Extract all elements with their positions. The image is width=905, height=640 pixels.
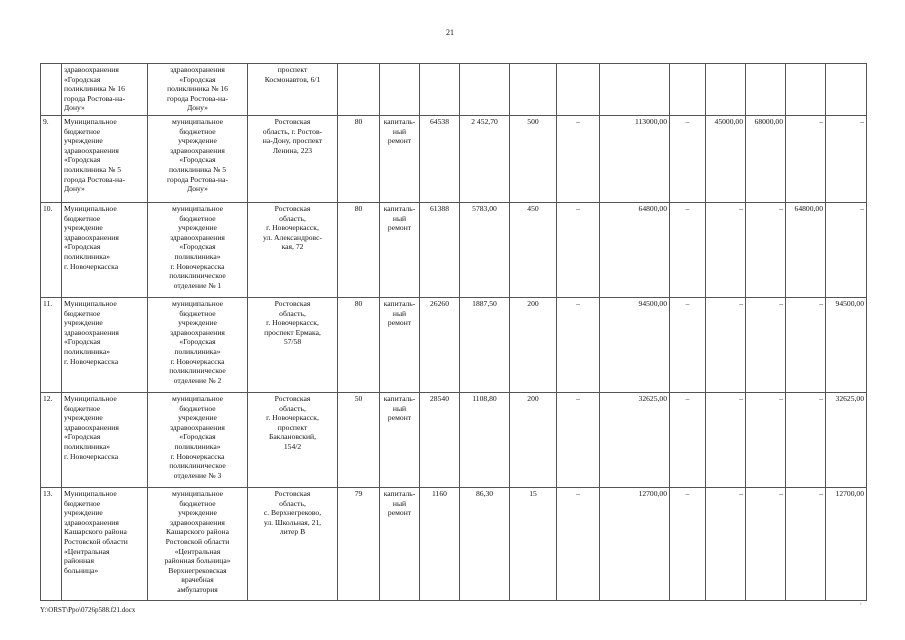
year-value-cell: – bbox=[746, 298, 786, 393]
object-cell: муниципальное бюджетное учреждение здравоохранения «Городская поликлиника» г. Новочеркасска поликлиническое отделение № 3 bbox=[148, 393, 248, 488]
owner-cell: Муниципальное бюджетное учреждение здравоохранения Кашарского района Ростовской области «Центральная районная больница» bbox=[62, 488, 148, 601]
footer-mark: , bbox=[860, 598, 862, 606]
year-value-cell: – bbox=[826, 203, 867, 298]
visits-cell: 64538 bbox=[420, 116, 460, 203]
row-number: 11. bbox=[41, 298, 62, 393]
area-cell: 1887,50 bbox=[460, 298, 510, 393]
year-value-cell: – bbox=[706, 393, 746, 488]
visits-cell bbox=[420, 64, 460, 116]
value-cell bbox=[557, 64, 600, 116]
address-cell: проспект Космонавтов, 6/1 bbox=[248, 64, 338, 116]
value-cell: – bbox=[557, 393, 600, 488]
row-number: 10. bbox=[41, 203, 62, 298]
total-cost-cell: 94500,00 bbox=[600, 298, 670, 393]
capacity-cell: 200 bbox=[510, 298, 557, 393]
value-cell: – bbox=[557, 116, 600, 203]
year-value-cell: – bbox=[746, 488, 786, 601]
total-cost-cell: 12700,00 bbox=[600, 488, 670, 601]
wear-percent-cell bbox=[338, 64, 380, 116]
wear-percent-cell: 80 bbox=[338, 298, 380, 393]
table-row bbox=[41, 393, 867, 488]
year-value-cell: 68000,00 bbox=[746, 116, 786, 203]
object-cell: муниципальное бюджетное учреждение здравоохранения «Городская поликлиника № 5 города Ростова-на- Дону» bbox=[148, 116, 248, 203]
year-value-cell: – bbox=[706, 488, 746, 601]
value-cell: – bbox=[557, 203, 600, 298]
object-cell: муниципальное бюджетное учреждение здравоохранения «Городская поликлиника» г. Новочеркасска поликлиническое отделение № 1 bbox=[148, 203, 248, 298]
year-value-cell bbox=[746, 64, 786, 116]
object-cell: муниципальное бюджетное учреждение здравоохранения «Городская поликлиника» г. Новочеркасска поликлиническое отделение № 2 bbox=[148, 298, 248, 393]
year-value-cell bbox=[706, 64, 746, 116]
total-cost-cell bbox=[600, 64, 670, 116]
owner-cell: здравоохранения «Городская поликлиника № 16 города Ростова-на- Дону» bbox=[62, 64, 148, 116]
page-number: 21 bbox=[446, 28, 454, 37]
table-row bbox=[41, 298, 867, 393]
wear-percent-cell: 80 bbox=[338, 116, 380, 203]
table-row bbox=[41, 203, 867, 298]
wear-percent-cell: 80 bbox=[338, 203, 380, 298]
area-cell bbox=[460, 64, 510, 116]
total-cost-cell: 113000,00 bbox=[600, 116, 670, 203]
address-cell: Ростовская область, г. Новочеркасск, ул. Александровс- кая, 72 bbox=[248, 203, 338, 298]
capacity-cell bbox=[510, 64, 557, 116]
table-row bbox=[41, 488, 867, 601]
value-cell bbox=[670, 64, 706, 116]
capacity-cell: 450 bbox=[510, 203, 557, 298]
visits-cell: 61388 bbox=[420, 203, 460, 298]
value-cell: – bbox=[670, 298, 706, 393]
wear-percent-cell: 79 bbox=[338, 488, 380, 601]
object-cell: муниципальное бюджетное учреждение здравоохранения Кашарского района Ростовской области «Центральная районная больница» Верхнегрековская врачебная амбулатория bbox=[148, 488, 248, 601]
work-type-cell: капиталь- ный ремонт bbox=[380, 298, 420, 393]
value-cell: – bbox=[557, 488, 600, 601]
owner-cell: Муниципальное бюджетное учреждение здравоохранения «Городская поликлиника» г. Новочеркасска bbox=[62, 203, 148, 298]
total-cost-cell: 64800,00 bbox=[600, 203, 670, 298]
visits-cell: 26260 bbox=[420, 298, 460, 393]
year-value-cell: 94500,00 bbox=[826, 298, 867, 393]
table-row bbox=[41, 116, 867, 203]
wear-percent-cell: 50 bbox=[338, 393, 380, 488]
row-number: 12. bbox=[41, 393, 62, 488]
work-type-cell: капиталь- ный ремонт bbox=[380, 393, 420, 488]
value-cell: – bbox=[670, 116, 706, 203]
address-cell: Ростовская область, г. Ростов- на-Дону, проспект Ленина, 223 bbox=[248, 116, 338, 203]
table-row bbox=[41, 64, 867, 116]
value-cell: – bbox=[670, 488, 706, 601]
value-cell: – bbox=[670, 203, 706, 298]
work-type-cell bbox=[380, 64, 420, 116]
value-cell: – bbox=[557, 298, 600, 393]
capacity-cell: 500 bbox=[510, 116, 557, 203]
work-type-cell: капиталь- ный ремонт bbox=[380, 116, 420, 203]
visits-cell: 1160 bbox=[420, 488, 460, 601]
area-cell: 86,30 bbox=[460, 488, 510, 601]
footer-file-path: Y:\ORST\Ppo\0726p588.f21.docx bbox=[40, 606, 136, 614]
year-value-cell: – bbox=[706, 298, 746, 393]
year-value-cell: – bbox=[786, 298, 826, 393]
investment-table bbox=[40, 63, 867, 601]
row-number bbox=[41, 64, 62, 116]
work-type-cell: капиталь- ный ремонт bbox=[380, 488, 420, 601]
capacity-cell: 15 bbox=[510, 488, 557, 601]
owner-cell: Муниципальное бюджетное учреждение здравоохранения «Городская поликлиника № 5 города Ростова-на- Дону» bbox=[62, 116, 148, 203]
row-number: 9. bbox=[41, 116, 62, 203]
year-value-cell bbox=[826, 64, 867, 116]
year-value-cell: – bbox=[746, 203, 786, 298]
year-value-cell: – bbox=[746, 393, 786, 488]
address-cell: Ростовская область, г. Новочеркасск, проспект Баклановский, 154/2 bbox=[248, 393, 338, 488]
row-number: 13. bbox=[41, 488, 62, 601]
year-value-cell: – bbox=[706, 203, 746, 298]
year-value-cell: – bbox=[826, 116, 867, 203]
year-value-cell: – bbox=[786, 393, 826, 488]
owner-cell: Муниципальное бюджетное учреждение здравоохранения «Городская поликлиника» г. Новочеркасска bbox=[62, 393, 148, 488]
area-cell: 5783,00 bbox=[460, 203, 510, 298]
capacity-cell: 200 bbox=[510, 393, 557, 488]
address-cell: Ростовская область, с. Верхнегреково, ул. Школьная, 21, литер В bbox=[248, 488, 338, 601]
total-cost-cell: 32625,00 bbox=[600, 393, 670, 488]
address-cell: Ростовская область, г. Новочеркасск, проспект Ермака, 57/58 bbox=[248, 298, 338, 393]
year-value-cell: 12700,00 bbox=[826, 488, 867, 601]
object-cell: здравоохранения «Городская поликлиника № 16 города Ростова-на- Дону» bbox=[148, 64, 248, 116]
year-value-cell: – bbox=[786, 116, 826, 203]
year-value-cell: 45000,00 bbox=[706, 116, 746, 203]
visits-cell: 28540 bbox=[420, 393, 460, 488]
area-cell: 2 452,70 bbox=[460, 116, 510, 203]
year-value-cell: – bbox=[786, 488, 826, 601]
area-cell: 1108,80 bbox=[460, 393, 510, 488]
value-cell: – bbox=[670, 393, 706, 488]
year-value-cell: 32625,00 bbox=[826, 393, 867, 488]
owner-cell: Муниципальное бюджетное учреждение здравоохранения «Городская поликлиника» г. Новочеркасска bbox=[62, 298, 148, 393]
work-type-cell: капиталь- ный ремонт bbox=[380, 203, 420, 298]
year-value-cell: 64800,00 bbox=[786, 203, 826, 298]
year-value-cell bbox=[786, 64, 826, 116]
